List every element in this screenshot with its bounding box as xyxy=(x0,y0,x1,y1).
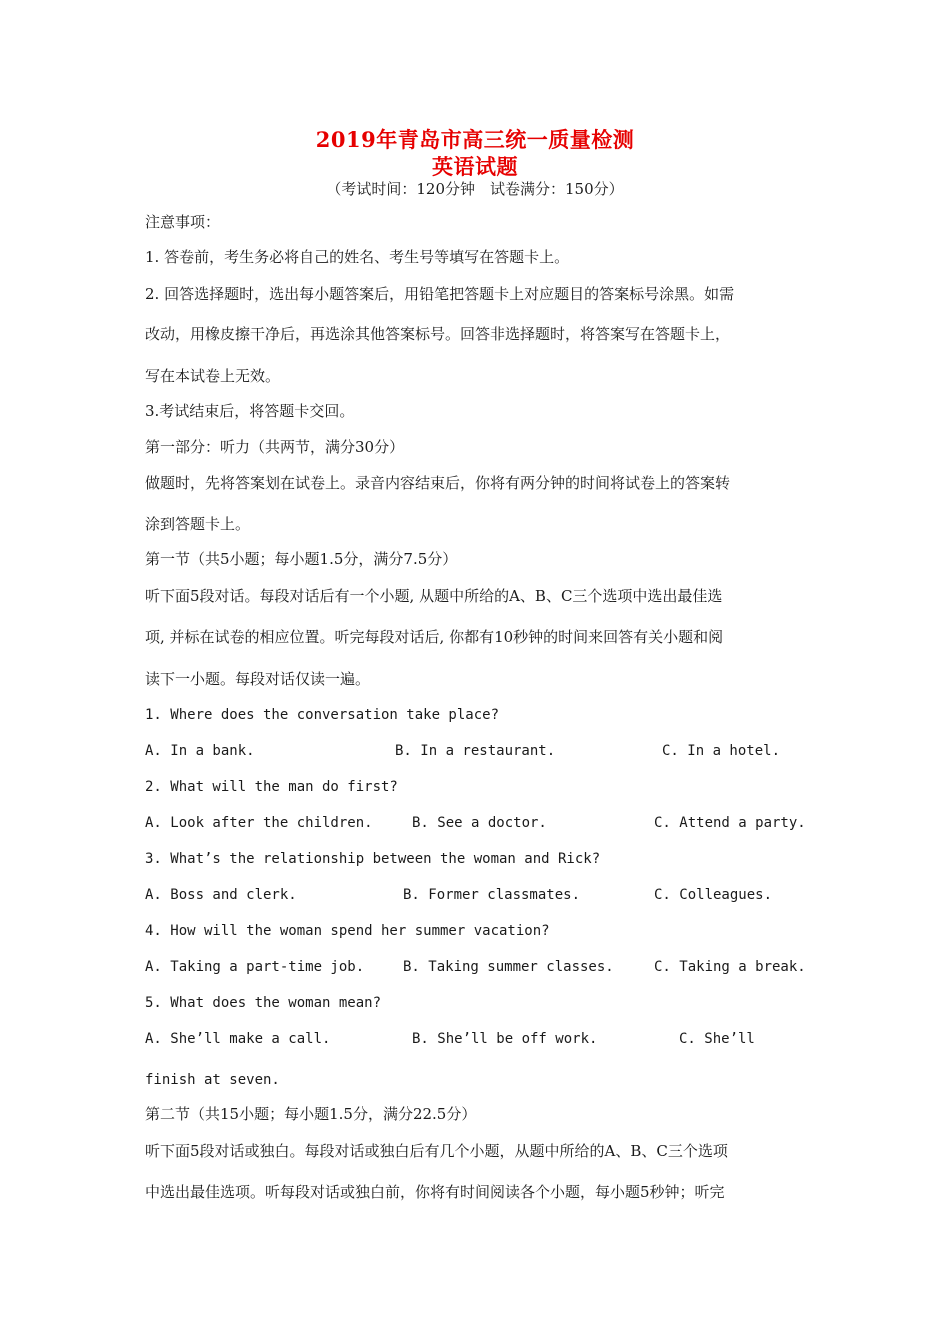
notes-item-2-line-3: 写在本试卷上无效。 xyxy=(145,367,281,385)
question-3-option-a: A. Boss and clerk. xyxy=(145,887,297,903)
question-5: 5. What does the woman mean? xyxy=(145,995,382,1011)
question-3: 3. What’s the relationship between the woman and Rick? xyxy=(145,851,601,867)
question-2-option-b: B. See a doctor. xyxy=(412,815,547,831)
section1-heading: 第一节（共5小题；每小题1.5分，满分7.5分） xyxy=(145,550,458,568)
question-5-option-c: C. She’ll xyxy=(679,1031,755,1047)
section1-instruction-line-1: 听下面5段对话。每段对话后有一个小题, 从题中所给的A、B、C三个选项中选出最佳选 xyxy=(145,587,723,605)
question-2-option-a: A. Look after the children. xyxy=(145,815,373,831)
section2-instruction-line-1: 听下面5段对话或独白。每段对话或独白后有几个小题，从题中所给的A、B、C三个选项 xyxy=(145,1142,728,1160)
question-3-option-c: C. Colleagues. xyxy=(654,887,773,903)
section1-instruction-line-3: 读下一小题。每段对话仅读一遍。 xyxy=(145,670,371,688)
question-2-option-c: C. Attend a party. xyxy=(654,815,806,831)
exam-subject-title: 英语试题 xyxy=(432,154,518,179)
question-2: 2. What will the man do first? xyxy=(145,779,398,795)
section2-heading: 第二节（共15小题；每小题1.5分，满分22.5分） xyxy=(145,1105,477,1123)
question-5-option-c-continued: finish at seven. xyxy=(145,1072,280,1088)
notes-item-1: 1. 答卷前，考生务必将自己的姓名、考生号等填写在答题卡上。 xyxy=(145,248,570,266)
part1-instruction-line-2: 涂到答题卡上。 xyxy=(145,515,251,533)
exam-title: 2019年青岛市高三统一质量检测 xyxy=(315,127,635,152)
part1-instruction-line-1: 做题时，先将答案划在试卷上。录音内容结束后，你将有两分钟的时间将试卷上的答案转 xyxy=(145,474,731,492)
exam-info: （考试时间：120分钟 试卷满分：150分） xyxy=(326,180,624,198)
question-5-option-a: A. She’ll make a call. xyxy=(145,1031,331,1047)
question-4-option-a: A. Taking a part-time job. xyxy=(145,959,365,975)
part1-heading: 第一部分：听力（共两节，满分30分） xyxy=(145,438,405,456)
question-1-option-c: C. In a hotel. xyxy=(662,743,781,759)
notes-item-2-line-2: 改动，用橡皮擦干净后，再选涂其他答案标号。回答非选择题时，将答案写在答题卡上， xyxy=(145,325,731,343)
notes-item-3: 3.考试结束后，将答题卡交回。 xyxy=(145,402,355,420)
question-5-option-b: B. She’ll be off work. xyxy=(412,1031,598,1047)
notes-item-2-line-1: 2. 回答选择题时，选出每小题答案后，用铅笔把答题卡上对应题目的答案标号涂黑。如需 xyxy=(145,285,735,303)
notes-heading: 注意事项： xyxy=(145,213,221,231)
question-4-option-c: C. Taking a break. xyxy=(654,959,806,975)
question-4-option-b: B. Taking summer classes. xyxy=(403,959,614,975)
question-1-option-a: A. In a bank. xyxy=(145,743,255,759)
section1-instruction-line-2: 项, 并标在试卷的相应位置。听完每段对话后, 你都有10秒钟的时间来回答有关小题和阅 xyxy=(145,628,724,646)
question-1: 1. Where does the conversation take place? xyxy=(145,707,500,723)
section2-instruction-line-2: 中选出最佳选项。听每段对话或独白前，你将有时间阅读各个小题，每小题5秒钟；听完 xyxy=(145,1183,725,1201)
question-1-option-b: B. In a restaurant. xyxy=(395,743,556,759)
question-3-option-b: B. Former classmates. xyxy=(403,887,581,903)
question-4: 4. How will the woman spend her summer vacation? xyxy=(145,923,550,939)
